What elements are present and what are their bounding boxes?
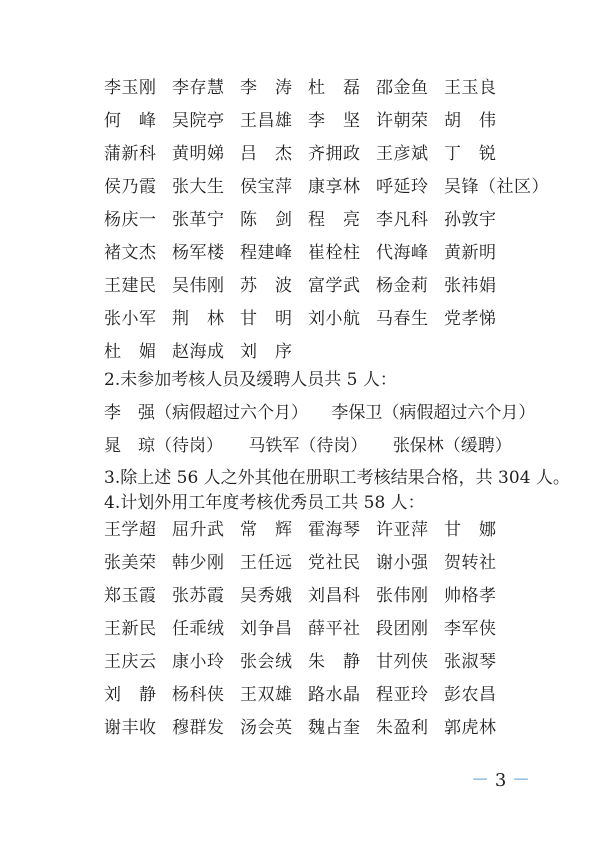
person-name: 孙敦宇 [444,210,497,230]
name-row [104,712,512,745]
name-row [104,270,512,303]
person-name: 吴伟刚 [172,276,225,296]
name-row [104,547,512,580]
person-name: 王玉良 [444,78,497,98]
person-name: 程建峰 [240,243,293,263]
person-name: 侯乃霞 [104,177,157,197]
person-name: 齐拥政 [308,144,361,164]
person-name: 杜 媚 [104,342,157,362]
person-name: 甘 娜 [444,520,497,540]
person-name: 吴院亭 [172,111,225,131]
person-name: 侯宝萍 [240,177,293,197]
person-name: 崔栓柱 [308,243,361,263]
page-number-right-dash: － [512,770,530,791]
person-name: 丁 锐 [444,144,497,164]
person-name: 黄明娣 [172,144,225,164]
excluded-person-3: 晁 琼（待岗） [104,436,223,456]
person-name: 呼延玲 [376,177,429,197]
section-2-heading: 2.未参加考核人员及缓聘人员共 5 人： [104,370,397,390]
person-name: 蒲新科 [104,144,157,164]
page-number [471,766,530,792]
name-row [104,72,512,105]
person-name: 代海峰 [376,243,429,263]
person-name: 张小军 [104,309,157,329]
excluded-person-5: 张保林（缓聘） [392,436,512,456]
person-name: 朱盈利 [376,718,429,738]
person-name: 刘争昌 [240,619,293,639]
person-name: 黄新明 [444,243,497,263]
section-2-line-2 [104,430,512,463]
person-name: 许朝荣 [376,111,429,131]
person-name: 吴秀娥 [240,586,293,606]
person-name: 吕 杰 [240,144,293,164]
person-name: 路水晶 [308,685,361,705]
person-name: 王学超 [104,520,157,540]
person-name: 彭农昌 [444,685,497,705]
person-name: 郑玉霞 [104,586,157,606]
person-name: 张祎娟 [444,276,497,296]
person-name: 李玉刚 [104,78,157,98]
person-name: 刘昌科 [308,586,361,606]
person-name: 赵海成 [172,342,225,362]
person-name: 杜 磊 [308,78,361,98]
person-name: 张淑琴 [444,652,497,672]
name-list-b [104,514,512,745]
person-name: 杨军楼 [172,243,225,263]
person-name: 刘 静 [104,685,157,705]
person-name: 张革宁 [172,210,225,230]
person-name: 张美荣 [104,553,157,573]
person-name: 王建民 [104,276,157,296]
person-name: 屈升武 [172,520,225,540]
page-number-left-dash: － [471,770,490,791]
person-name: 程 亮 [308,210,361,230]
person-name: 杨庆一 [104,210,157,230]
person-name: 吴锋（社区） [444,177,549,197]
person-name: 谢小强 [376,553,429,573]
person-name: 张大生 [172,177,225,197]
excluded-person-4: 马铁军（待岗） [248,436,368,456]
person-name: 王任远 [240,553,293,573]
name-row [104,138,512,171]
person-name: 马春生 [376,309,429,329]
person-name: 褚文杰 [104,243,157,263]
person-name: 李存慧 [172,78,225,98]
section-3-text: 3.除上述 56 人之外其他在册职工考核结果合格，共 304 人。 [104,468,570,488]
person-name: 党社民 [308,553,361,573]
name-row [104,171,549,204]
person-name: 刘 序 [240,342,293,362]
person-name: 任乖绒 [172,619,225,639]
person-name: 甘 明 [240,309,293,329]
person-name: 薛平社 [308,619,361,639]
person-name: 张苏霞 [172,586,225,606]
person-name: 谢丰收 [104,718,157,738]
person-name: 汤会英 [240,718,293,738]
section-2-line-1 [104,397,535,430]
person-name: 陈 剑 [240,210,293,230]
person-name: 康小玲 [172,652,225,672]
person-name: 魏占奎 [308,718,361,738]
name-row [104,646,512,679]
person-name: 张会绒 [240,652,293,672]
person-name: 朱 静 [308,652,361,672]
person-name: 王庆云 [104,652,157,672]
person-name: 邵金鱼 [376,78,429,98]
name-row [104,237,512,270]
person-name: 霍海琴 [308,520,361,540]
person-name: 李凡科 [376,210,429,230]
name-row [104,580,512,613]
person-name: 康享林 [308,177,361,197]
person-name: 帅格孝 [444,586,497,606]
person-name: 郭虎林 [444,718,497,738]
person-name: 王新民 [104,619,157,639]
person-name: 胡 伟 [444,111,497,131]
person-name: 甘列侠 [376,652,429,672]
person-name: 段团刚 [376,619,429,639]
name-list-a [104,72,549,369]
person-name: 王昌雄 [240,111,293,131]
person-name: 荆 林 [172,309,225,329]
person-name: 刘小航 [308,309,361,329]
name-row [104,679,512,712]
person-name: 党孝悌 [444,309,497,329]
person-name: 李军侠 [444,619,497,639]
person-name: 穆群发 [172,718,225,738]
name-row [104,105,512,138]
person-name: 常 辉 [240,520,293,540]
section-4-heading: 4.计划外用工年度考核优秀员工共 58 人： [104,493,425,513]
name-row [104,204,512,237]
name-row [104,613,512,646]
person-name: 许亚萍 [376,520,429,540]
excluded-person-1: 李 强（病假超过六个月） [104,403,308,423]
person-name: 杨科侠 [172,685,225,705]
person-name: 程亚玲 [376,685,429,705]
person-name: 李 涛 [240,78,293,98]
person-name: 王彦斌 [376,144,429,164]
name-row [104,303,512,336]
person-name: 张伟刚 [376,586,429,606]
person-name: 何 峰 [104,111,157,131]
excluded-person-2: 李保卫（病假超过六个月） [331,403,536,423]
page-number-value: 3 [494,770,507,791]
person-name: 富学武 [308,276,361,296]
person-name: 苏 波 [240,276,293,296]
person-name: 韩少刚 [172,553,225,573]
person-name: 王双雄 [240,685,293,705]
person-name: 杨金莉 [376,276,429,296]
person-name: 贺转社 [444,553,497,573]
name-row [104,514,512,547]
person-name: 李 坚 [308,111,361,131]
